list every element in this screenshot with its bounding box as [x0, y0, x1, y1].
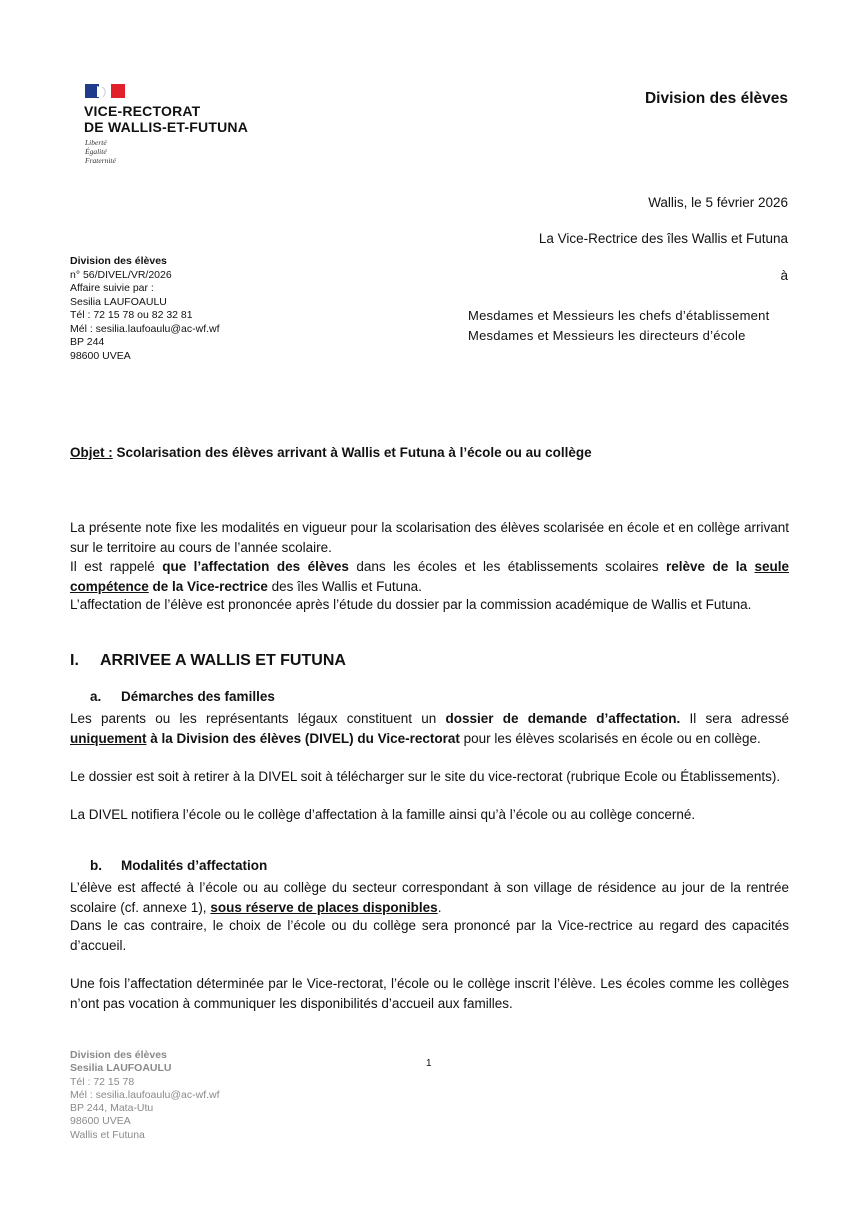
sa-p1-f: pour les élèves scolarisés en école ou en collège.	[459, 730, 761, 746]
sidebar-bp: BP 244	[70, 336, 105, 348]
subsection-b-number: b.	[90, 858, 102, 873]
sb-p1-c: .	[437, 899, 442, 915]
subsection-a-title: Démarches des familles	[121, 689, 275, 704]
section-1-title: ARRIVEE A WALLIS ET FUTUNA	[100, 652, 346, 669]
sb-p1-b: sous réserve de places disponibles	[210, 899, 438, 915]
sa-p1-c: Il sera adressé	[680, 711, 789, 726]
sa-p1-a: Les parents ou les représentants légaux constituent un	[70, 711, 446, 726]
sidebar-division: Division des élèves	[70, 255, 167, 267]
subsection-b-paragraph-3: Une fois l’affectation déterminée par le Vice-rectorat, l’école ou le collège inscrit l’élève. Les écoles comme les collèges n’ont pas vocation à communiquer les disponibilités d’accueil aux familles.	[70, 976, 789, 1011]
footer-name: Sesilia LAUFOAULU	[70, 1062, 172, 1075]
intro-p2-f: de la Vice-rectrice	[148, 578, 268, 594]
logo-line-2: DE WALLIS-ET-FUTUNA	[84, 119, 249, 135]
sidebar-city: 98600 UVEA	[70, 349, 131, 362]
subject-text: Scolarisation des élèves arrivant à Wallis et Futuna à l’école ou au collège	[112, 445, 592, 460]
intro-p2-b: que l’affectation des élèves	[162, 559, 349, 574]
recipients	[468, 306, 769, 346]
sidebar-ref: n° 56/DIVEL/VR/2026	[70, 268, 172, 281]
intro-p2-g: des îles Wallis et Futuna.	[267, 578, 422, 594]
sidebar-tel: Tél : 72 15 78 ou 82 32 81	[70, 309, 193, 321]
subsection-a-paragraph-2: Le dossier est soit à retirer à la DIVEL soit à télécharger sur le site du vice-rectorat (rubrique Ecole ou Établissements).	[70, 769, 781, 784]
subject-line	[70, 445, 592, 460]
sa-p1-e: à la Division des élèves (DIVEL) du Vice-rectorat	[146, 730, 460, 746]
footer-bp: BP 244, Mata-Utu	[70, 1102, 154, 1115]
footer-city: 98600 UVEA	[70, 1115, 131, 1128]
intro-p2-a: Il est rappelé	[70, 559, 163, 574]
subsection-a-paragraph-1	[70, 709, 789, 748]
subsection-b-heading	[90, 858, 267, 873]
page-number: 1	[426, 1058, 432, 1069]
recipient-directeurs: Mesdames et Messieurs les directeurs d’école	[468, 328, 746, 343]
motto-egalite: Égalité	[85, 147, 107, 156]
footer-territory: Wallis et Futuna	[70, 1128, 145, 1141]
sidebar-affaire: Affaire suivie par :	[70, 282, 154, 294]
footer-division: Division des élèves	[70, 1049, 167, 1061]
addressed-to: à	[780, 268, 788, 283]
sidebar-mel: Mél : sesilia.laufoaulu@ac-wf.wf	[70, 322, 220, 335]
section-1-heading	[70, 652, 346, 670]
subsection-b-title: Modalités d’affectation	[121, 858, 268, 873]
footer-contact-block	[70, 1049, 220, 1142]
motto-fraternite: Fraternité	[85, 156, 116, 165]
subsection-b-paragraph-2: Dans le cas contraire, le choix de l’école ou du collège sera prononcé par la Vice-rectrice au regard des capacités d’accueil.	[70, 918, 789, 953]
marianne-flag-icon	[85, 84, 125, 98]
subsection-b-paragraph-1	[70, 878, 789, 917]
sender-info-block	[70, 255, 220, 363]
intro-p2-e: seule compétence	[70, 559, 790, 594]
footer-tel: Tél : 72 15 78	[70, 1075, 135, 1088]
intro-paragraph-1: La présente note fixe les modalités en vigueur pour la scolarisation des élèves scolarisée en école et en collège arrivant sur le territoire au cours de l’année scolaire.	[70, 520, 789, 555]
letter-date: Wallis, le 5 février 2026	[648, 195, 788, 210]
sidebar-name: Sesilia LAUFOAULU	[70, 295, 167, 308]
footer-mel: Mél : sesilia.laufoaulu@ac-wf.wf	[70, 1088, 220, 1101]
subsection-a-paragraph-3: La DIVEL notifiera l’école ou le collège d’affectation à la famille ainsi qu’à l’école ou au collège concerné.	[70, 807, 696, 822]
republic-motto	[85, 138, 116, 165]
section-1-number: I.	[70, 652, 79, 669]
logo-line-1: VICE-RECTORAT	[84, 103, 201, 119]
sa-p1-d: uniquement	[70, 730, 147, 746]
sender: La Vice-Rectrice des îles Wallis et Futuna	[538, 231, 788, 246]
motto-liberte: Liberté	[85, 138, 107, 147]
intro-paragraph-3: L’affectation de l’élève est prononcée après l’étude du dossier par la commission académique de Wallis et Futuna.	[70, 597, 752, 612]
recipient-chefs: Mesdames et Messieurs les chefs d’établissement	[468, 308, 770, 323]
subject-label: Objet :	[70, 445, 113, 460]
intro-paragraph-2	[70, 557, 789, 596]
intro-p2-d: relève de la	[666, 559, 755, 574]
sb-p1-a: L’élève est affecté à l’école ou au collège du secteur correspondant à son village de résidence au jour de la rentrée scolaire (cf. annexe 1),	[70, 880, 789, 915]
subsection-a-heading	[90, 689, 275, 704]
division-title: Division des élèves	[644, 90, 788, 107]
sa-p1-b: dossier de demande d’affectation.	[445, 711, 681, 726]
subsection-a-number: a.	[90, 689, 102, 704]
intro-p2-c: dans les écoles et les établissements scolaires	[348, 559, 667, 574]
